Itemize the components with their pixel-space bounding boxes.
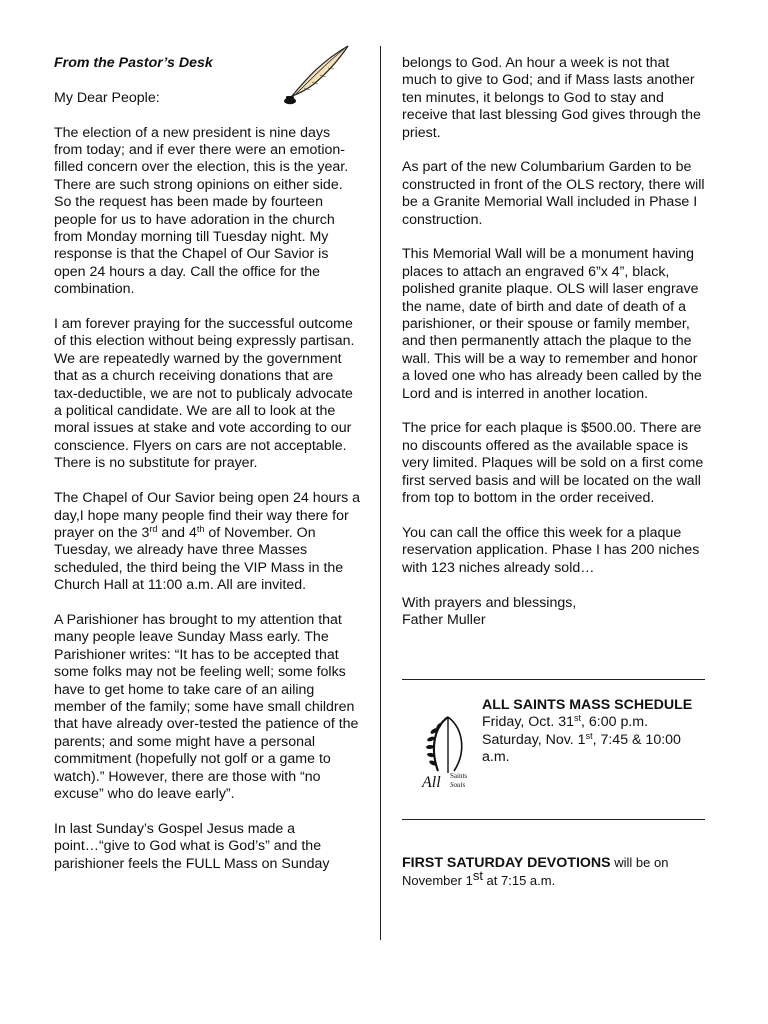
chapel-text-a: The Chapel of Our Savior being open 24 hours a day,I hope many people find their way there for prayer on the 3 xyxy=(54,490,361,541)
paragraph-parishioner: A Parishioner has brought to my attention that many people leave Sunday Mass early. The Parishioner writes: “It has to be accepted that some folks may not be feeling well; some folks have to get home to take care of an ailing member of the family; some have small children that have already over-tested the patience of the parents; and some might have a personal commitment (hopefully not golf or a game to watch).” However, there are those with “no excuse” who do leave early”. xyxy=(54,611,359,802)
column-divider xyxy=(380,46,381,940)
paragraph-election: The election of a new president is nine days from today; and if ever there were an emotion-filled concern over the election, this is the year. There are such strong opinions on either side. So the request has been made by fourteen people for us to have adoration in the church from Monday morning till Tuesday night. My response is that the Chapel of Our Savior is open 24 hours a day. Call the office for the combination. xyxy=(54,124,349,298)
devotions-notice xyxy=(402,854,706,891)
paragraph-memorial-wall: This Memorial Wall will be a monument having places to attach an engraved 6”x 4”, black, polished granite plaque. OLS will laser engrave the name, date of birth and date of death of a parishioner, or their spouse or family member, and then permanently attach the plaque to the wall. This will be a way to remember and honor a loved one who has already been called by the Lord and is interred in another location. xyxy=(402,246,702,402)
section-divider-top xyxy=(402,679,705,680)
paragraph-chapel xyxy=(54,490,360,594)
chapel-sup-rd: rd xyxy=(149,523,158,534)
mass-friday-a: Friday, Oct. 31 xyxy=(482,714,574,731)
paragraph-reservation: You can call the office this week for a plaque reservation application. Phase I has 200 niches with 123 niches already sold… xyxy=(402,524,700,576)
mass-line-friday xyxy=(482,714,706,731)
mass-schedule-text xyxy=(482,697,706,767)
icon-text-saints: Saints xyxy=(450,772,468,780)
right-column xyxy=(402,55,706,629)
icon-text-souls: Souls xyxy=(450,781,466,789)
left-column xyxy=(54,55,360,890)
paragraph-gospel: In last Sunday’s Gospel Jesus made a point…“give to God what is God’s” and the parishioner feels the FULL Mass on Sunday xyxy=(54,820,330,872)
mass-saturday-sup: st xyxy=(585,730,593,741)
page-title: From the Pastor’s Desk xyxy=(54,55,213,71)
paragraph-belongs: belongs to God. An hour a week is not that much to give to God; and if Mass lasts another ten minutes, it belongs to God to stay and receive that last blessing God gives through the priest. xyxy=(402,55,701,141)
closing: With prayers and blessings, xyxy=(402,594,577,611)
section-divider-bottom xyxy=(402,819,705,820)
mass-friday-sup: st xyxy=(573,713,581,724)
devotions-heading: FIRST SATURDAY DEVOTIONS xyxy=(402,855,611,871)
mass-heading: ALL SAINTS MASS SCHEDULE xyxy=(482,697,693,713)
devotions-text-a: will be on November 1 xyxy=(402,855,669,889)
paragraph-praying: I am forever praying for the successful outcome of this election without being expressly partisan. We are repeatedly warned by the government that as a church receiving donations that are tax-deductible, we are not to publicaly advocate a political candidate. We are all to look at the moral issues at stake and vote according to our conscience. Flyers on cars are not acceptable. There is no substitute for prayer. xyxy=(54,316,355,472)
signature: Father Muller xyxy=(402,611,486,628)
mass-saturday-b: , 7:45 & 10:00 a.m. xyxy=(482,731,681,766)
paragraph-price: The price for each plaque is $500.00. There are no discounts offered as the available space is very limited. Plaques will be sold on a first come first served basis and will be located on the wall from top to bottom in the order received. xyxy=(402,420,704,507)
all-saints-wreath-icon xyxy=(420,709,474,789)
salutation: My Dear People: xyxy=(54,89,160,106)
icon-text-all: All xyxy=(422,774,441,789)
devotions-text-b: at 7:15 a.m. xyxy=(482,873,556,889)
mass-saturday-a: Saturday, Nov. 1 xyxy=(482,731,586,748)
chapel-text-c: of November. On Tuesday, we already have three Masses scheduled, the third being the VIP Mass in the Church Hall at 11:00 a.m. All are invited. xyxy=(54,524,344,594)
chapel-text-b: and 4 xyxy=(157,524,197,541)
mass-line-saturday xyxy=(482,732,706,767)
chapel-sup-th: th xyxy=(196,523,205,534)
paragraph-columbarium: As part of the new Columbarium Garden to be constructed in front of the OLS rectory, there will be a Granite Memorial Wall included in Phase I construction. xyxy=(402,159,705,228)
quill-pen-icon xyxy=(284,42,352,106)
mass-friday-b: , 6:00 p.m. xyxy=(581,714,649,731)
devotions-sup: st xyxy=(472,868,483,884)
